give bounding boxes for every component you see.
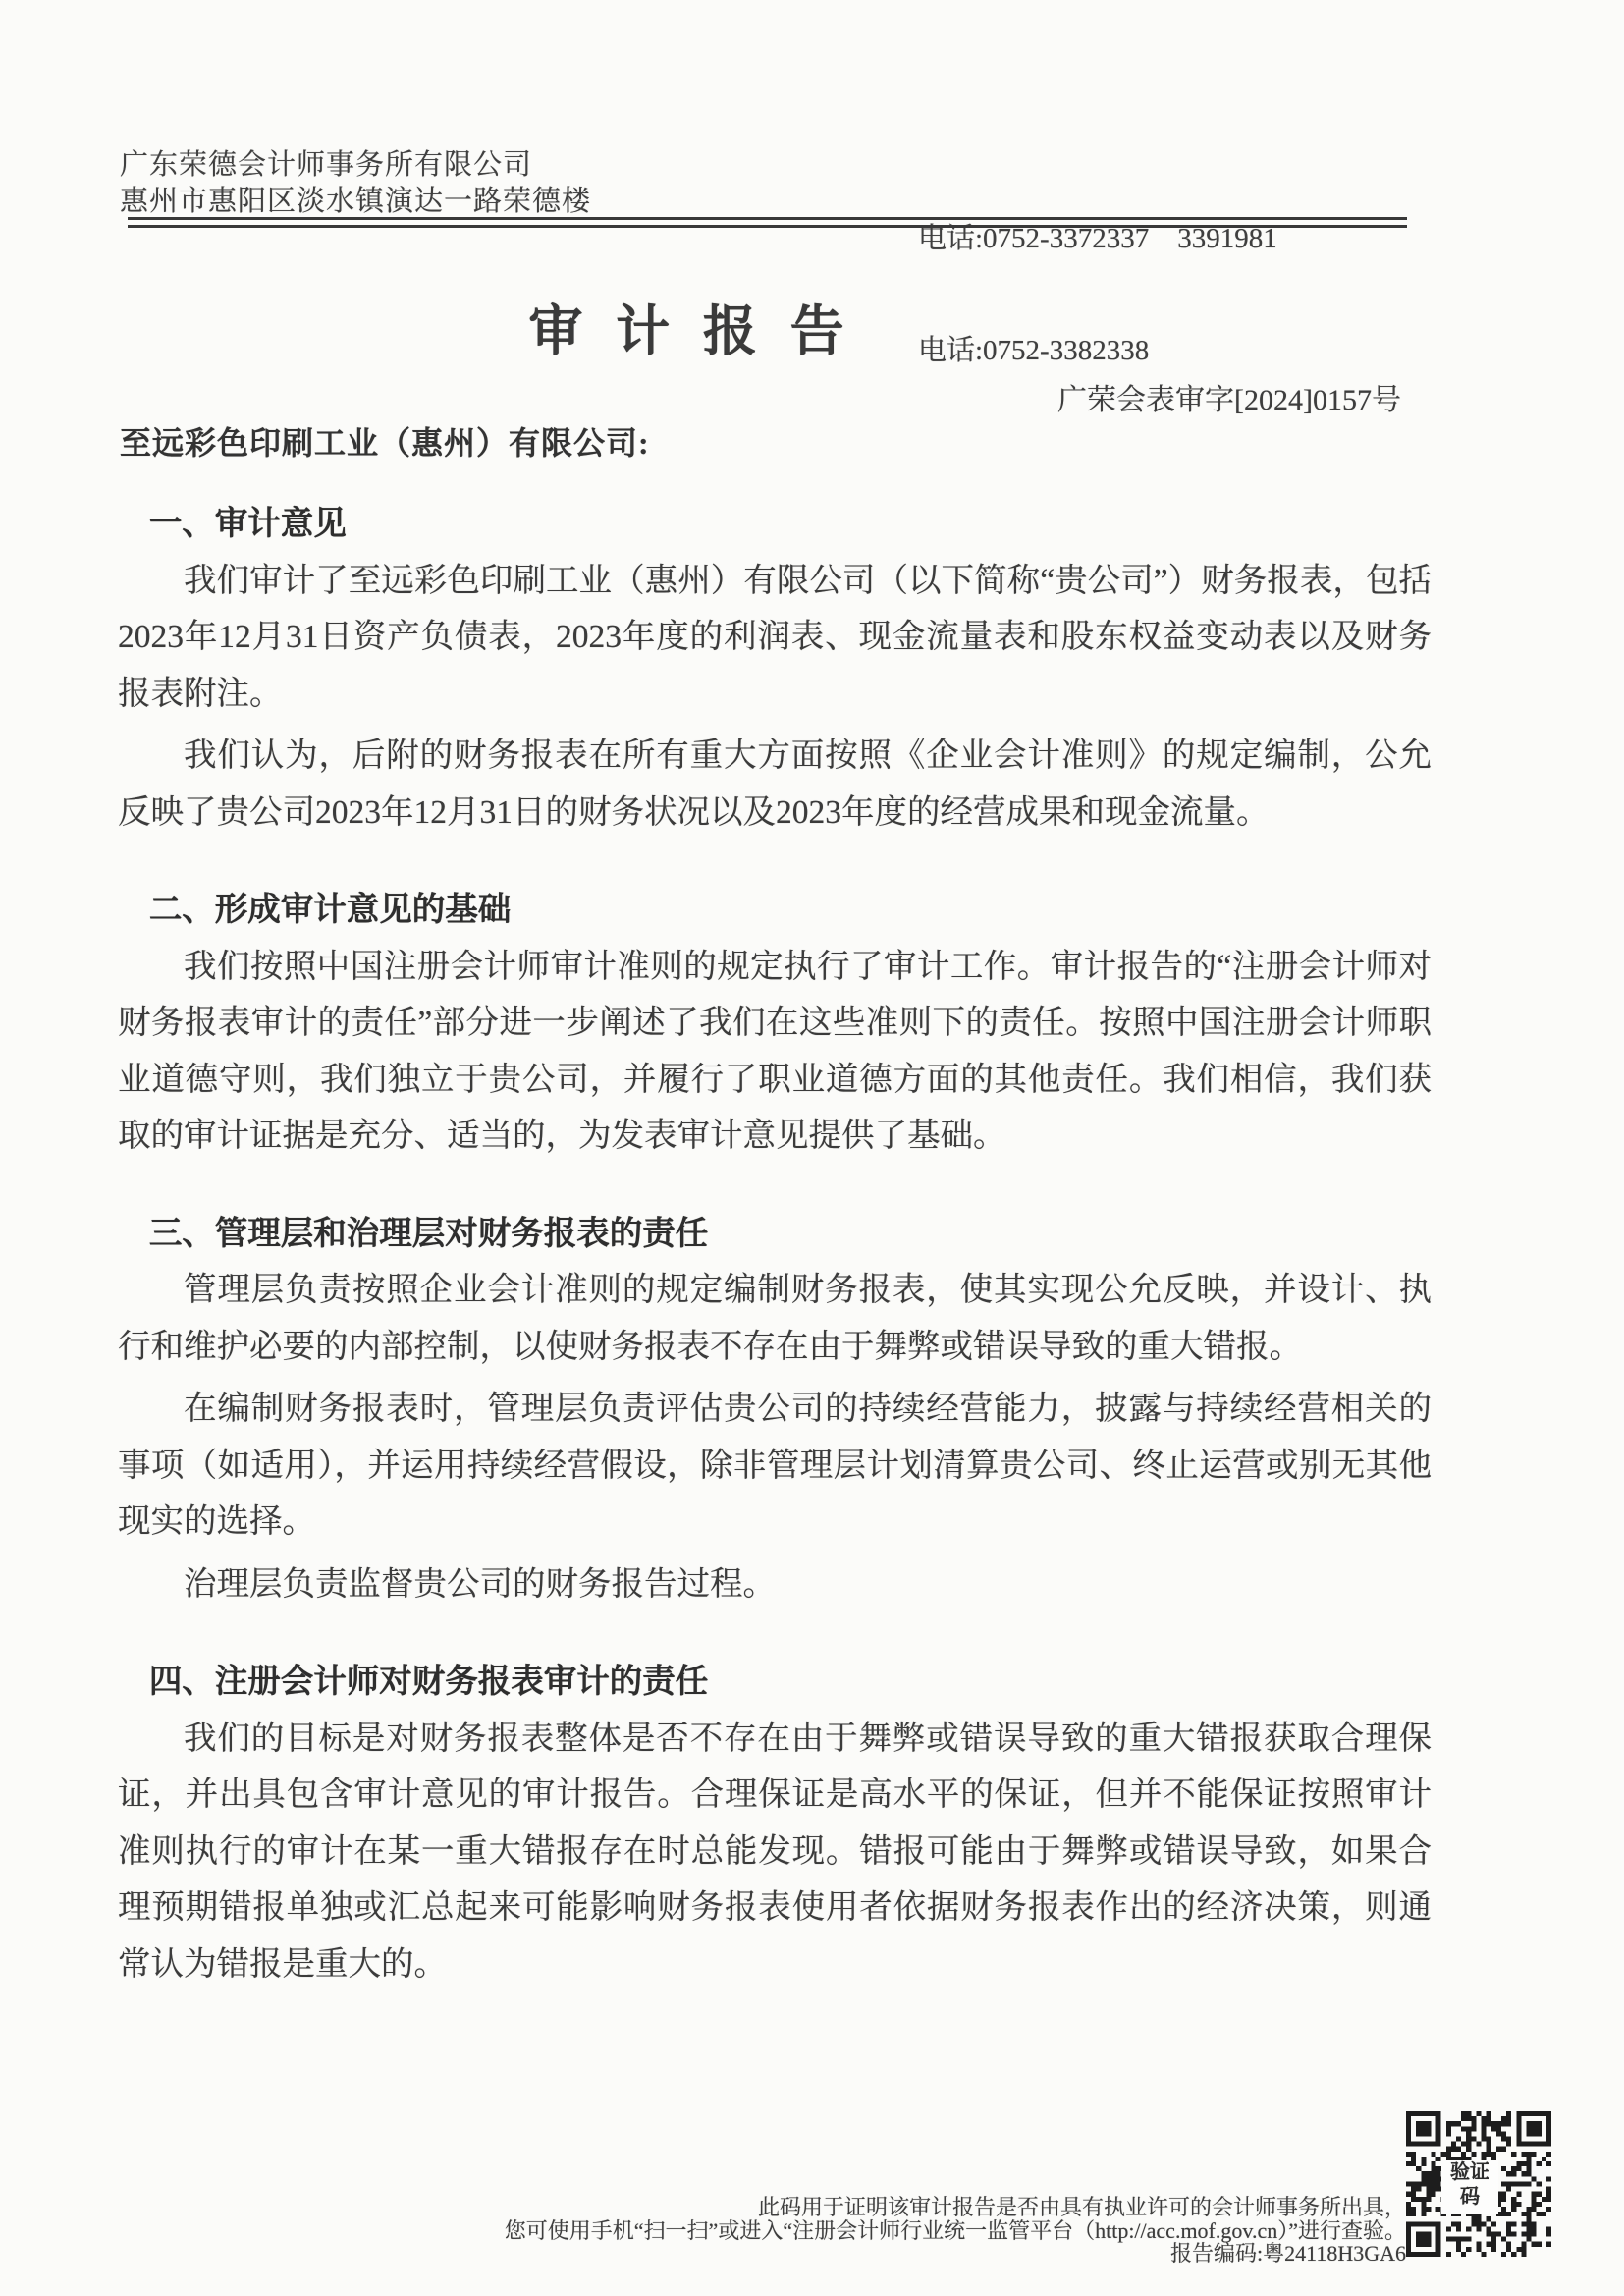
- paragraph: 在编制财务报表时，管理层负责评估贵公司的持续经营能力，披露与持续经营相关的事项（如适用），并运用持续经营假设，除非管理层计划清算贵公司、终止运营或别无其他现实的选择。: [118, 1391, 1432, 1540]
- verification-qr-code: [1406, 2111, 1551, 2267]
- qr-label-line-1: 验证: [1450, 2161, 1489, 2183]
- section-audit-opinion: [118, 496, 1432, 841]
- verification-note-line-2: 您可使用手机“扫一扫”或进入“注册会计师行业统一监管平台（http://acc.mof.gov.cn）”进行查验。: [504, 2217, 1406, 2243]
- paragraph: 我们按照中国注册会计师审计准则的规定执行了审计工作。审计报告的“注册会计师对财务报表审计的责任”部分进一步阐述了我们在这些准则下的责任。按照中国注册会计师职业道德守则，我们独立于贵公司，并履行了职业道德方面的其他责任。我们相信，我们获取的审计证据是充分、适当的，为发表审计意见提供了基础。: [118, 948, 1432, 1154]
- section-management-responsibility: [118, 1206, 1432, 1613]
- verification-note: [422, 2196, 1406, 2266]
- paragraph: 我们的目标是对财务报表整体是否不存在由于舞弊或错误导致的重大错报获取合理保证，并出具包含审计意见的审计报告。合理保证是高水平的保证，但并不能保证按照审计准则执行的审计在某一重大错报存在时总能发现。错报可能由于舞弊或错误导致，如果合理预期错报单独或汇总起来可能影响财务报表使用者依据财务报表作出的经济决策，则通常认为错报是重大的。: [118, 1720, 1432, 1983]
- phone-line-2: 电话:0752-3382338: [918, 335, 1150, 366]
- paragraph: 我们审计了至远彩色印刷工业（惠州）有限公司（以下简称“贵公司”）财务报表，包括2023年12月31日资产负债表，2023年度的利润表、现金流量表和股东权益变动表以及财务报表附注。: [118, 562, 1432, 712]
- firm-address: 惠州市惠阳区淡水镇演达一路荣德楼: [120, 186, 592, 217]
- verification-note-line-1: 此码用于证明该审计报告是否由具有执业许可的会计师事务所出具，: [757, 2195, 1406, 2219]
- paragraph: 治理层负责监督贵公司的财务报告过程。: [184, 1565, 776, 1603]
- section-heading: 二、形成审计意见的基础: [148, 892, 512, 928]
- firm-name: 广东荣德会计师事务所有限公司: [120, 149, 533, 181]
- report-body: [118, 496, 1432, 1998]
- qr-label-line-2: 码: [1460, 2186, 1480, 2208]
- letterhead-divider-rule: [128, 217, 1407, 228]
- section-auditor-responsibility: [118, 1654, 1432, 1993]
- section-heading: 三、管理层和治理层对财务报表的责任: [148, 1215, 709, 1252]
- letterhead-left: [120, 147, 591, 220]
- document-title: 审 计 报 告: [528, 301, 846, 361]
- section-basis-for-opinion: [118, 882, 1432, 1165]
- section-heading: 四、注册会计师对财务报表审计的责任: [148, 1664, 709, 1700]
- section-heading: 一、审计意见: [148, 506, 347, 542]
- qr-center-label: [1441, 2160, 1498, 2214]
- paragraph: 管理层负责按照企业会计准则的规定编制财务报表，使其实现公允反映，并设计、执行和维护必要的内部控制，以使财务报表不存在由于舞弊或错误导致的重大错报。: [118, 1272, 1432, 1365]
- paragraph: 我们认为，后附的财务报表在所有重大方面按照《企业会计准则》的规定编制，公允反映了贵公司2023年12月31日的财务状况以及2023年度的经营成果和现金流量。: [118, 738, 1432, 831]
- addressee: 至远彩色印刷工业（惠州）有限公司:: [120, 425, 650, 461]
- reference-number: 广荣会表审字[2024]0157号: [1057, 384, 1401, 416]
- phone-line-1: 电话:0752-3372337 3391981: [918, 223, 1277, 254]
- report-code: 报告编码:粤24118H3GA6: [1170, 2241, 1406, 2266]
